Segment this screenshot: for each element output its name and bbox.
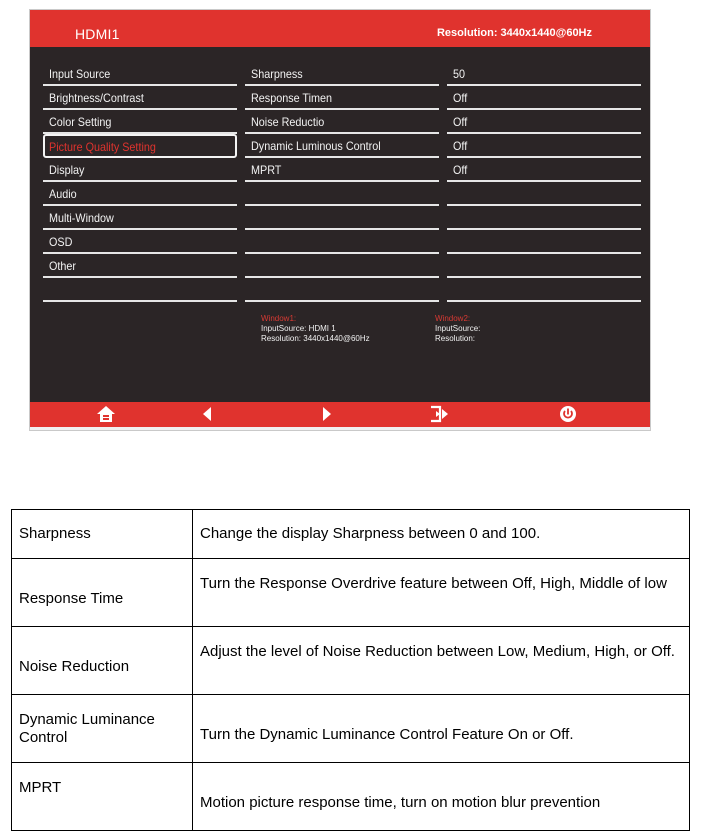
menu-item-color-setting[interactable]: Color Setting <box>43 110 237 134</box>
value-sharpness[interactable]: 50 <box>447 62 641 86</box>
submenu-item-empty <box>245 278 439 302</box>
menu-item-other[interactable]: Other <box>43 254 237 278</box>
menu-item-multi-window[interactable]: Multi-Window <box>43 206 237 230</box>
submenu-item-empty <box>245 230 439 254</box>
osd-header <box>30 10 650 47</box>
window2-resolution: Resolution: <box>435 334 476 343</box>
value-mprt[interactable]: Off <box>447 158 641 182</box>
feature-cell: Response Time <box>12 559 193 627</box>
description-cell: Turn the Response Overdrive feature between Off, High, Middle of low <box>193 559 690 627</box>
submenu-item-noise-reduction[interactable]: Noise Reductio <box>245 110 439 134</box>
description-cell: Motion picture response time, turn on motion blur prevention <box>193 763 690 831</box>
value-response-time[interactable]: Off <box>447 86 641 110</box>
osd-input-title: HDMI1 <box>75 26 120 42</box>
osd-values <box>447 62 641 302</box>
window2-info <box>435 314 480 344</box>
feature-cell: Dynamic Luminance Control <box>12 695 193 763</box>
window1-info <box>261 314 370 344</box>
menu-item-audio[interactable]: Audio <box>43 182 237 206</box>
osd-main-menu <box>43 62 237 302</box>
submenu-item-empty <box>245 182 439 206</box>
menu-item-input-source[interactable]: Input Source <box>43 62 237 86</box>
value-empty <box>447 182 641 206</box>
osd-screenshot <box>29 9 651 431</box>
table-row <box>12 510 690 559</box>
osd-sub-menu <box>245 62 439 302</box>
value-empty <box>447 206 641 230</box>
table-row <box>12 695 690 763</box>
feature-cell: Sharpness <box>12 510 193 559</box>
value-empty <box>447 230 641 254</box>
description-cell: Turn the Dynamic Luminance Control Feature On or Off. <box>193 695 690 763</box>
submenu-item-response-time[interactable]: Response Timen <box>245 86 439 110</box>
value-noise-reduction[interactable]: Off <box>447 110 641 134</box>
submenu-item-mprt[interactable]: MPRT <box>245 158 439 182</box>
menu-item-brightness-contrast[interactable]: Brightness/Contrast <box>43 86 237 110</box>
osd-footer <box>30 402 650 430</box>
menu-item-display[interactable]: Display <box>43 158 237 182</box>
window1-title: Window1: <box>261 314 297 323</box>
table-row <box>12 627 690 695</box>
osd-resolution: Resolution: 3440x1440@60Hz <box>436 27 592 39</box>
value-empty <box>447 278 641 302</box>
menu-item-empty <box>43 278 237 302</box>
power-icon[interactable] <box>556 404 580 424</box>
table-row <box>12 763 690 831</box>
submenu-item-empty <box>245 254 439 278</box>
menu-item-picture-quality-setting[interactable]: Picture Quality Setting <box>43 134 237 158</box>
table-row <box>12 559 690 627</box>
right-arrow-icon[interactable] <box>315 404 339 424</box>
submenu-item-empty <box>245 206 439 230</box>
submenu-item-sharpness[interactable]: Sharpness <box>245 62 439 86</box>
home-icon[interactable] <box>94 404 118 424</box>
feature-cell: MPRT <box>12 763 193 831</box>
window1-input: InputSource: HDMI 1 <box>261 324 336 333</box>
submenu-item-dynamic-luminous-control[interactable]: Dynamic Luminous Control <box>245 134 439 158</box>
window2-input: InputSource: <box>435 324 481 333</box>
feature-cell: Noise Reduction <box>12 627 193 695</box>
left-arrow-icon[interactable] <box>195 404 219 424</box>
menu-item-osd[interactable]: OSD <box>43 230 237 254</box>
value-empty <box>447 254 641 278</box>
exit-icon[interactable] <box>427 404 451 424</box>
description-cell: Adjust the level of Noise Reduction between Low, Medium, High, or Off. <box>193 627 690 695</box>
value-dynamic-luminous-control[interactable]: Off <box>447 134 641 158</box>
window2-title: Window2: <box>435 314 471 323</box>
description-cell: Change the display Sharpness between 0 and 100. <box>193 510 690 559</box>
window1-resolution: Resolution: 3440x1440@60Hz <box>261 334 370 343</box>
feature-description-table <box>11 509 690 831</box>
